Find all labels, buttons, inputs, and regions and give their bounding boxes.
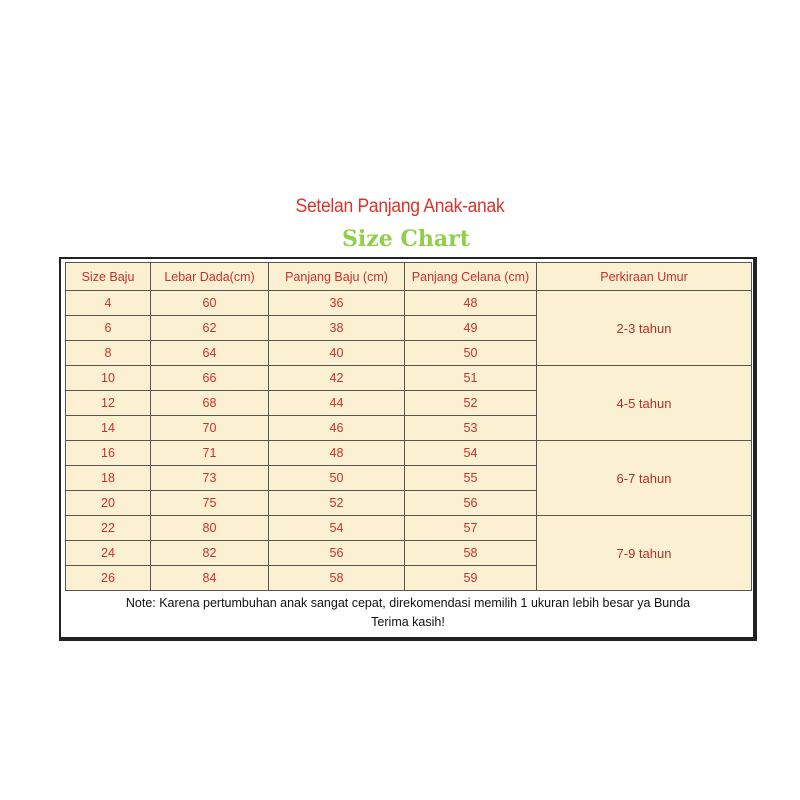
- cell-pants-length: 48: [405, 291, 537, 316]
- cell-age-group: 4-5 tahun: [537, 366, 752, 441]
- cell-chest: 70: [151, 416, 269, 441]
- cell-chest: 84: [151, 566, 269, 591]
- cell-pants-length: 56: [405, 491, 537, 516]
- cell-chest: 73: [151, 466, 269, 491]
- cell-chest: 64: [151, 341, 269, 366]
- cell-shirt-length: 52: [269, 491, 405, 516]
- cell-shirt-length: 58: [269, 566, 405, 591]
- cell-pants-length: 57: [405, 516, 537, 541]
- chart-title: Setelan Panjang Anak-anak: [295, 196, 505, 217]
- cell-shirt-length: 50: [269, 466, 405, 491]
- size-note: [65, 594, 751, 632]
- cell-age-group: 6-7 tahun: [537, 441, 752, 516]
- cell-chest: 75: [151, 491, 269, 516]
- cell-shirt-length: 40: [269, 341, 405, 366]
- table-row: [66, 291, 752, 316]
- cell-pants-length: 53: [405, 416, 537, 441]
- cell-size: 8: [66, 341, 151, 366]
- cell-chest: 80: [151, 516, 269, 541]
- header-lebar-dada: Lebar Dada(cm): [151, 263, 269, 291]
- cell-pants-length: 52: [405, 391, 537, 416]
- cell-size: 18: [66, 466, 151, 491]
- cell-pants-length: 59: [405, 566, 537, 591]
- cell-size: 20: [66, 491, 151, 516]
- cell-shirt-length: 56: [269, 541, 405, 566]
- cell-chest: 71: [151, 441, 269, 466]
- cell-shirt-length: 42: [269, 366, 405, 391]
- table-row: [66, 516, 752, 541]
- header-size-baju: Size Baju: [66, 263, 151, 291]
- size-chart-frame: [59, 257, 757, 641]
- cell-shirt-length: 38: [269, 316, 405, 341]
- cell-size: 6: [66, 316, 151, 341]
- cell-size: 10: [66, 366, 151, 391]
- cell-pants-length: 58: [405, 541, 537, 566]
- header-panjang-baju: Panjang Baju (cm): [269, 263, 405, 291]
- cell-size: 12: [66, 391, 151, 416]
- cell-shirt-length: 36: [269, 291, 405, 316]
- size-chart-table: [65, 262, 752, 591]
- cell-size: 14: [66, 416, 151, 441]
- cell-chest: 62: [151, 316, 269, 341]
- cell-size: 22: [66, 516, 151, 541]
- cell-size: 16: [66, 441, 151, 466]
- table-header-row: [66, 263, 752, 291]
- cell-pants-length: 54: [405, 441, 537, 466]
- cell-pants-length: 55: [405, 466, 537, 491]
- header-panjang-celana: Panjang Celana (cm): [405, 263, 537, 291]
- cell-shirt-length: 54: [269, 516, 405, 541]
- cell-age-group: 2-3 tahun: [537, 291, 752, 366]
- note-line-2: Terima kasih!: [371, 615, 445, 629]
- cell-pants-length: 51: [405, 366, 537, 391]
- table-row: [66, 366, 752, 391]
- table-row: [66, 441, 752, 466]
- note-line-1: Note: Karena pertumbuhan anak sangat cepat, direkomendasi memilih 1 ukuran lebih besar ya Bunda: [125, 596, 691, 610]
- chart-subtitle: Size Chart: [342, 226, 470, 252]
- cell-chest: 66: [151, 366, 269, 391]
- cell-shirt-length: 46: [269, 416, 405, 441]
- cell-chest: 60: [151, 291, 269, 316]
- cell-chest: 82: [151, 541, 269, 566]
- cell-shirt-length: 44: [269, 391, 405, 416]
- cell-chest: 68: [151, 391, 269, 416]
- cell-size: 26: [66, 566, 151, 591]
- cell-size: 24: [66, 541, 151, 566]
- cell-age-group: 7-9 tahun: [537, 516, 752, 591]
- header-perkiraan-umur: Perkiraan Umur: [537, 263, 752, 291]
- cell-size: 4: [66, 291, 151, 316]
- cell-pants-length: 49: [405, 316, 537, 341]
- cell-shirt-length: 48: [269, 441, 405, 466]
- cell-pants-length: 50: [405, 341, 537, 366]
